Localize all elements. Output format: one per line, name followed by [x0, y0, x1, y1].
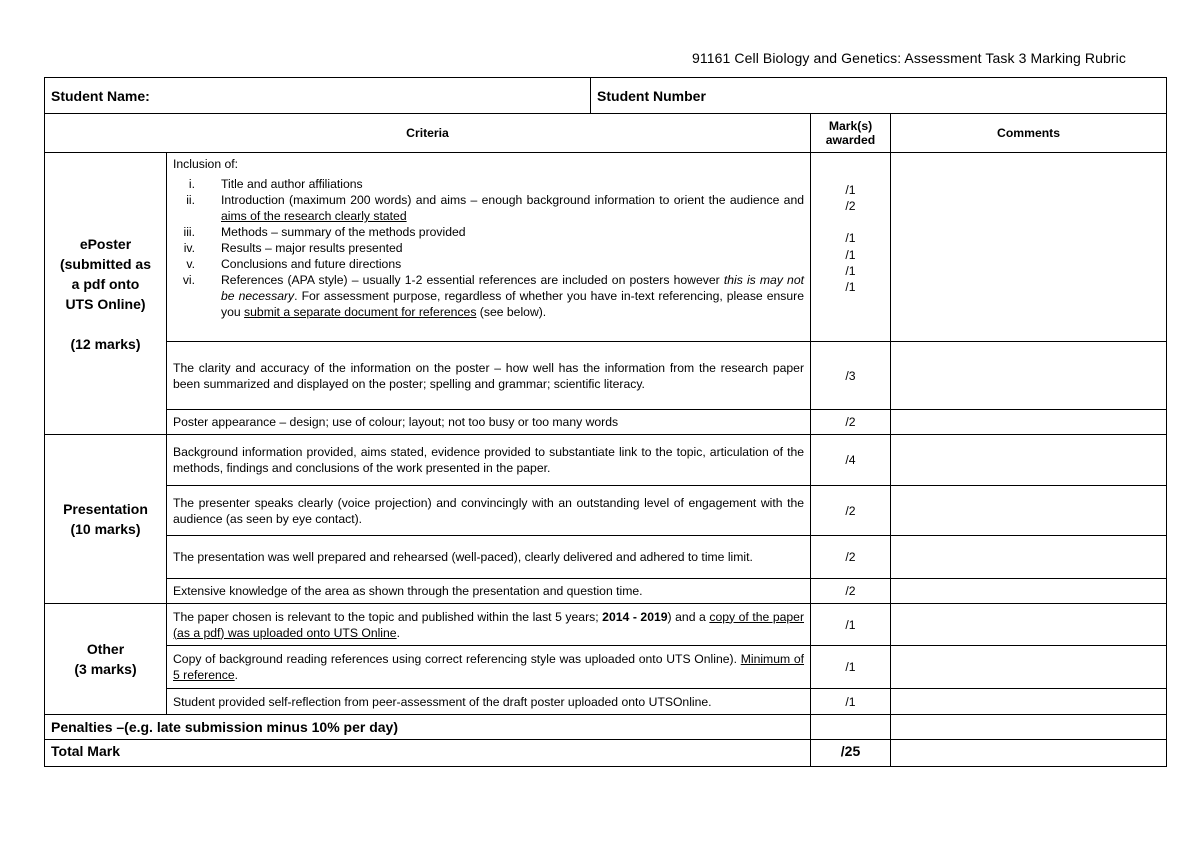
eposter-clarity-row — [45, 342, 1167, 410]
mark-value: /1 — [811, 646, 891, 689]
list-item-text — [221, 192, 804, 224]
mark-value: /1 — [845, 231, 856, 246]
comments-cell[interactable] — [891, 486, 1167, 536]
comments-cell[interactable] — [891, 342, 1167, 410]
mark-value: /2 — [811, 410, 891, 435]
criteria-header: Criteria — [45, 114, 811, 153]
marking-rubric-table — [44, 77, 1167, 767]
criteria-text-part: The paper chosen is relevant to the topic and published within the last 5 years; — [173, 609, 603, 624]
comments-cell[interactable] — [891, 435, 1167, 486]
eposter-section-label — [45, 153, 167, 435]
mark-value: /1 — [811, 604, 891, 646]
inclusion-list — [173, 176, 804, 320]
list-item — [173, 176, 804, 192]
list-item — [173, 272, 804, 320]
underlined-text: Minimum of 5 reference — [173, 652, 805, 682]
student-info-row — [45, 78, 1167, 114]
comments-cell[interactable] — [891, 740, 1167, 767]
underlined-text: copy of the paper (as a pdf) was uploaded onto UTS Online — [173, 609, 805, 640]
list-item-number: i. — [188, 177, 195, 191]
criteria-text-part: . — [396, 625, 400, 640]
list-item-number: iv. — [183, 241, 195, 255]
presentation-label-line2: (10 marks) — [70, 521, 141, 537]
list-item-text-part: References (APA style) – usually 1-2 essential references are included on posters however — [221, 273, 724, 287]
list-item — [173, 224, 804, 240]
other-label-line2: (3 marks) — [74, 661, 137, 677]
list-item-number: ii. — [186, 193, 195, 207]
presentation-section-label — [45, 435, 167, 604]
other-section-label — [45, 604, 167, 715]
student-name-label: Student Name: — [45, 78, 591, 114]
comments-cell[interactable] — [891, 715, 1167, 740]
eposter-label-marks: (12 marks) — [70, 335, 141, 352]
penalties-label: Penalties –(e.g. late submission minus 10% per day) — [45, 715, 811, 740]
presentation-row — [45, 536, 1167, 579]
list-item — [173, 240, 804, 256]
bold-text: 2014 - 2019 — [602, 609, 668, 624]
marks-awarded-header — [811, 114, 891, 153]
presentation-row — [45, 579, 1167, 604]
list-item-text: Methods – summary of the methods provided — [221, 225, 466, 239]
inclusion-marks — [811, 153, 891, 342]
mark-value: /2 — [811, 579, 891, 604]
list-item-text-part: Introduction (maximum 200 words) and aims – enough background information to orient the audience and — [221, 193, 805, 207]
list-item-text: Results – major results presented — [221, 241, 403, 255]
criteria-text: Student provided self-reflection from peer-assessment of the draft poster uploaded onto UTSOnline. — [167, 689, 811, 715]
list-item — [173, 256, 804, 272]
eposter-label-line2: (submitted as — [59, 255, 151, 272]
penalties-mark-cell[interactable] — [811, 715, 891, 740]
eposter-label-line3: a pdf onto — [71, 275, 140, 292]
comments-cell[interactable] — [891, 604, 1167, 646]
criteria-text: Extensive knowledge of the area as shown through the presentation and question time. — [167, 579, 811, 604]
criteria-text — [167, 604, 811, 646]
marks-header-line2: awarded — [825, 133, 876, 147]
criteria-text-part: ) and a — [667, 609, 710, 624]
mark-value: /1 — [845, 263, 856, 278]
list-item-number: v. — [186, 257, 195, 271]
other-row — [45, 646, 1167, 689]
comments-cell[interactable] — [891, 646, 1167, 689]
eposter-inclusion-row — [45, 153, 1167, 342]
column-header-row — [45, 114, 1167, 153]
marks-header-line1: Mark(s) — [828, 119, 873, 133]
mark-value: /1 — [811, 689, 891, 715]
mark-value: /2 — [845, 199, 856, 214]
list-item-text-part: . For assessment purpose, regardless of whether you have in-text referencing, please ensure you — [221, 289, 805, 319]
inclusion-intro: Inclusion of: — [173, 157, 239, 171]
list-item-number: vi. — [182, 273, 195, 287]
comments-cell[interactable] — [891, 410, 1167, 435]
student-number-label: Student Number — [591, 78, 1167, 114]
mark-value: /4 — [811, 435, 891, 486]
list-item-text: Conclusions and future directions — [221, 257, 402, 271]
criteria-text: The presentation was well prepared and rehearsed (well-paced), clearly delivered and adhered to time limit. — [167, 536, 811, 579]
comments-cell[interactable] — [891, 153, 1167, 342]
presentation-label-line1: Presentation — [63, 501, 148, 517]
mark-value: /2 — [811, 486, 891, 536]
other-row — [45, 604, 1167, 646]
criteria-text: The presenter speaks clearly (voice projection) and convincingly with an outstanding level of engagement with the audience (as seen by eye contact). — [167, 486, 811, 536]
underlined-text: aims of the research clearly stated — [221, 209, 407, 223]
criteria-text: Background information provided, aims stated, evidence provided to substantiate link to the topic, articulation of the methods, findings and conclusions of the work presented in the paper. — [167, 435, 811, 486]
mark-value: /1 — [845, 183, 856, 197]
criteria-text — [167, 646, 811, 689]
other-label-line1: Other — [86, 641, 125, 657]
comments-cell[interactable] — [891, 579, 1167, 604]
comments-cell[interactable] — [891, 536, 1167, 579]
list-item — [173, 192, 804, 224]
comments-cell[interactable] — [891, 689, 1167, 715]
comments-header: Comments — [891, 114, 1167, 153]
total-row — [45, 740, 1167, 767]
penalties-row — [45, 715, 1167, 740]
eposter-label-line4: UTS Online) — [65, 295, 146, 312]
total-mark-value: /25 — [811, 740, 891, 767]
eposter-label-line1: ePoster — [79, 235, 132, 252]
list-item-number: iii. — [183, 225, 195, 239]
list-item-text-part: (see below). — [476, 305, 547, 319]
criteria-text: The clarity and accuracy of the information on the poster – how well has the information from the research paper been summarized and displayed on the poster; spelling and grammar; scientific literacy. — [167, 342, 811, 410]
list-item-text — [221, 272, 804, 320]
criteria-text: Poster appearance – design; use of colour; layout; not too busy or too many words — [167, 410, 811, 435]
list-item-text: Title and author affiliations — [221, 177, 363, 191]
italic-text: this is may not be necessary — [221, 273, 804, 303]
eposter-inclusion-criteria — [167, 153, 811, 342]
eposter-appearance-row — [45, 410, 1167, 435]
mark-value: /2 — [811, 536, 891, 579]
criteria-text-part: . — [234, 668, 239, 682]
total-mark-label: Total Mark — [45, 740, 811, 767]
other-row — [45, 689, 1167, 715]
presentation-row — [45, 435, 1167, 486]
presentation-row — [45, 486, 1167, 536]
document-header: 91161 Cell Biology and Genetics: Assessment Task 3 Marking Rubric — [692, 50, 1126, 66]
mark-value: /3 — [811, 342, 891, 410]
mark-value: /1 — [845, 280, 856, 295]
mark-value: /1 — [845, 247, 856, 262]
underlined-text: submit a separate document for references — [244, 305, 477, 319]
criteria-text-part: Copy of background reading references using correct referencing style was uploaded onto UTS Online). — [173, 652, 741, 666]
